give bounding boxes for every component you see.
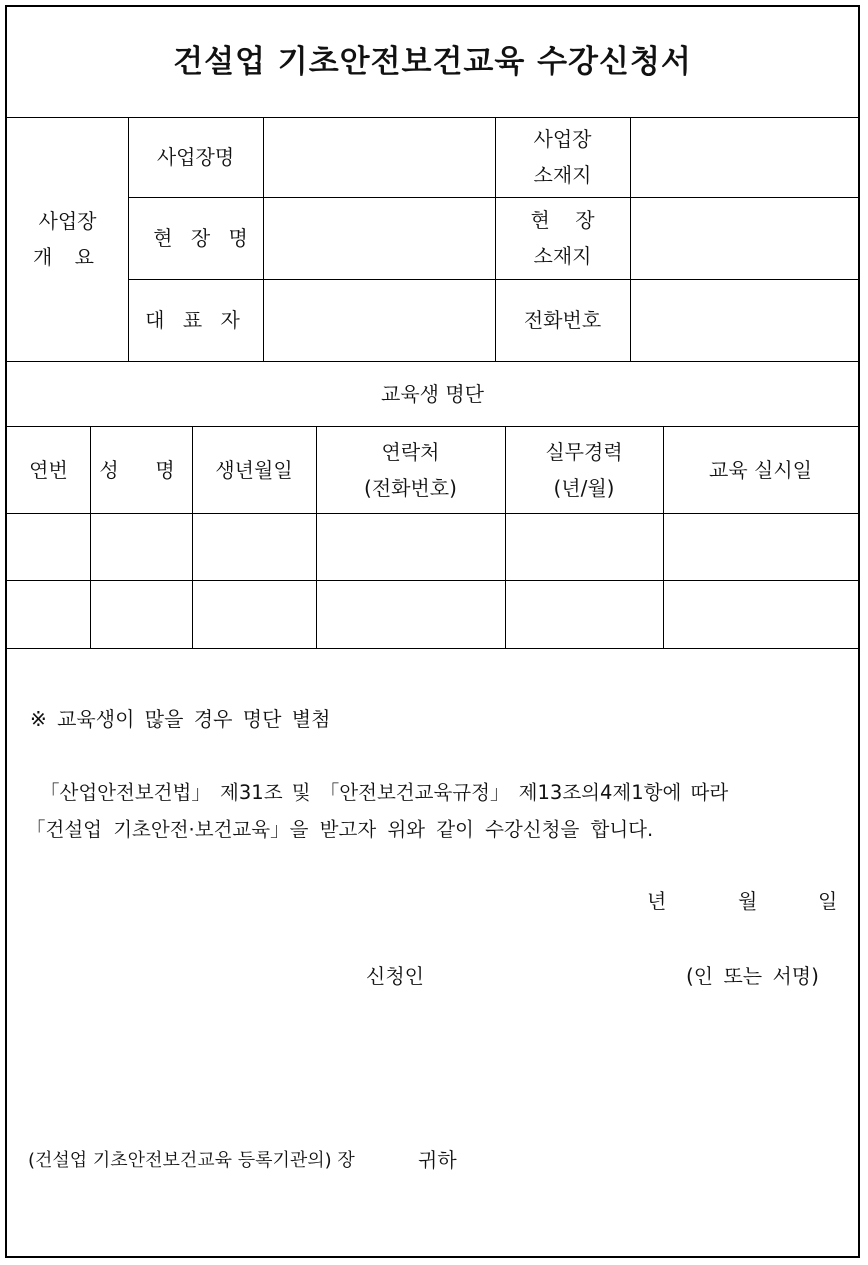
representative-field[interactable] xyxy=(263,279,495,361)
site-address-field[interactable] xyxy=(630,197,858,279)
col-header-contact-line2: (전화번호) xyxy=(364,475,457,500)
site-name-label xyxy=(128,197,263,279)
attachment-note: ※ 교육생이 많을 경우 명단 별첨 xyxy=(30,707,331,731)
roster-cell-name[interactable] xyxy=(90,513,192,580)
roster-cell-date[interactable] xyxy=(663,580,858,648)
roster-cell-contact[interactable] xyxy=(316,513,505,580)
company-address-label-line2: 소재지 xyxy=(533,163,592,187)
site-overview-label xyxy=(7,117,128,361)
col-header-name xyxy=(90,426,192,513)
divider xyxy=(7,648,858,649)
form-title: 건설업 기초안전보건교육 수강신청서 xyxy=(173,44,692,80)
site-address-label-line1: 현 장 xyxy=(530,208,595,232)
statement-line-2: 「건설업 기초안전·보건교육」을 받고자 위와 같이 수강신청을 합니다. xyxy=(26,818,654,841)
col-header-no: 연번 xyxy=(29,457,68,482)
roster-cell-birth[interactable] xyxy=(192,580,316,648)
signature-label: (인 또는 서명) xyxy=(686,964,819,988)
date-day-label: 일 xyxy=(818,889,838,913)
roster-cell-career[interactable] xyxy=(505,513,663,580)
company-address-label xyxy=(495,117,630,197)
representative-label-text: 대 표 자 xyxy=(145,308,246,332)
col-header-contact-line1: 연락처 xyxy=(381,439,440,464)
applicant-label: 신청인 xyxy=(366,964,424,988)
addressee-label: (건설업 기초안전보건교육 등록기관의) 장 xyxy=(28,1150,355,1171)
col-header-date: 교육 실시일 xyxy=(709,457,812,482)
company-name-label: 사업장명 xyxy=(156,145,235,169)
site-overview-label-line2: 개 요 xyxy=(33,245,102,269)
col-header-career-line2: (년/월) xyxy=(553,475,615,500)
site-name-label-text: 현 장 명 xyxy=(153,226,254,250)
applicant-name-field[interactable] xyxy=(440,955,675,985)
company-name-field[interactable] xyxy=(263,117,495,197)
phone-field[interactable] xyxy=(630,279,858,361)
roster-cell-contact[interactable] xyxy=(316,580,505,648)
col-header-birth: 생년월일 xyxy=(215,457,293,482)
honorific-label: 귀하 xyxy=(418,1148,457,1172)
roster-cell-career[interactable] xyxy=(505,580,663,648)
site-name-field[interactable] xyxy=(263,197,495,279)
col-header-name-text: 성 명 xyxy=(99,457,183,482)
col-header-career xyxy=(505,426,663,513)
roster-cell-no[interactable] xyxy=(7,580,90,648)
company-address-field[interactable] xyxy=(630,117,858,197)
roster-cell-no[interactable] xyxy=(7,513,90,580)
company-address-label-line1: 사업장 xyxy=(533,127,592,151)
representative-label xyxy=(128,279,263,361)
site-address-label xyxy=(495,197,630,279)
phone-label: 전화번호 xyxy=(523,308,602,332)
roster-cell-name[interactable] xyxy=(90,580,192,648)
roster-heading: 교육생 명단 xyxy=(381,381,484,406)
statement-line-1: 「산업안전보건법」 제31조 및 「안전보건교육규정」 제13조의4제1항에 따라 xyxy=(40,781,729,804)
col-header-career-line1: 실무경력 xyxy=(545,439,623,464)
date-year-label: 년 xyxy=(647,889,667,913)
date-month-label: 월 xyxy=(738,889,758,913)
site-address-label-line2: 소재지 xyxy=(533,244,592,268)
roster-cell-date[interactable] xyxy=(663,513,858,580)
roster-cell-birth[interactable] xyxy=(192,513,316,580)
site-overview-label-line1: 사업장 xyxy=(38,209,97,233)
col-header-contact xyxy=(316,426,505,513)
